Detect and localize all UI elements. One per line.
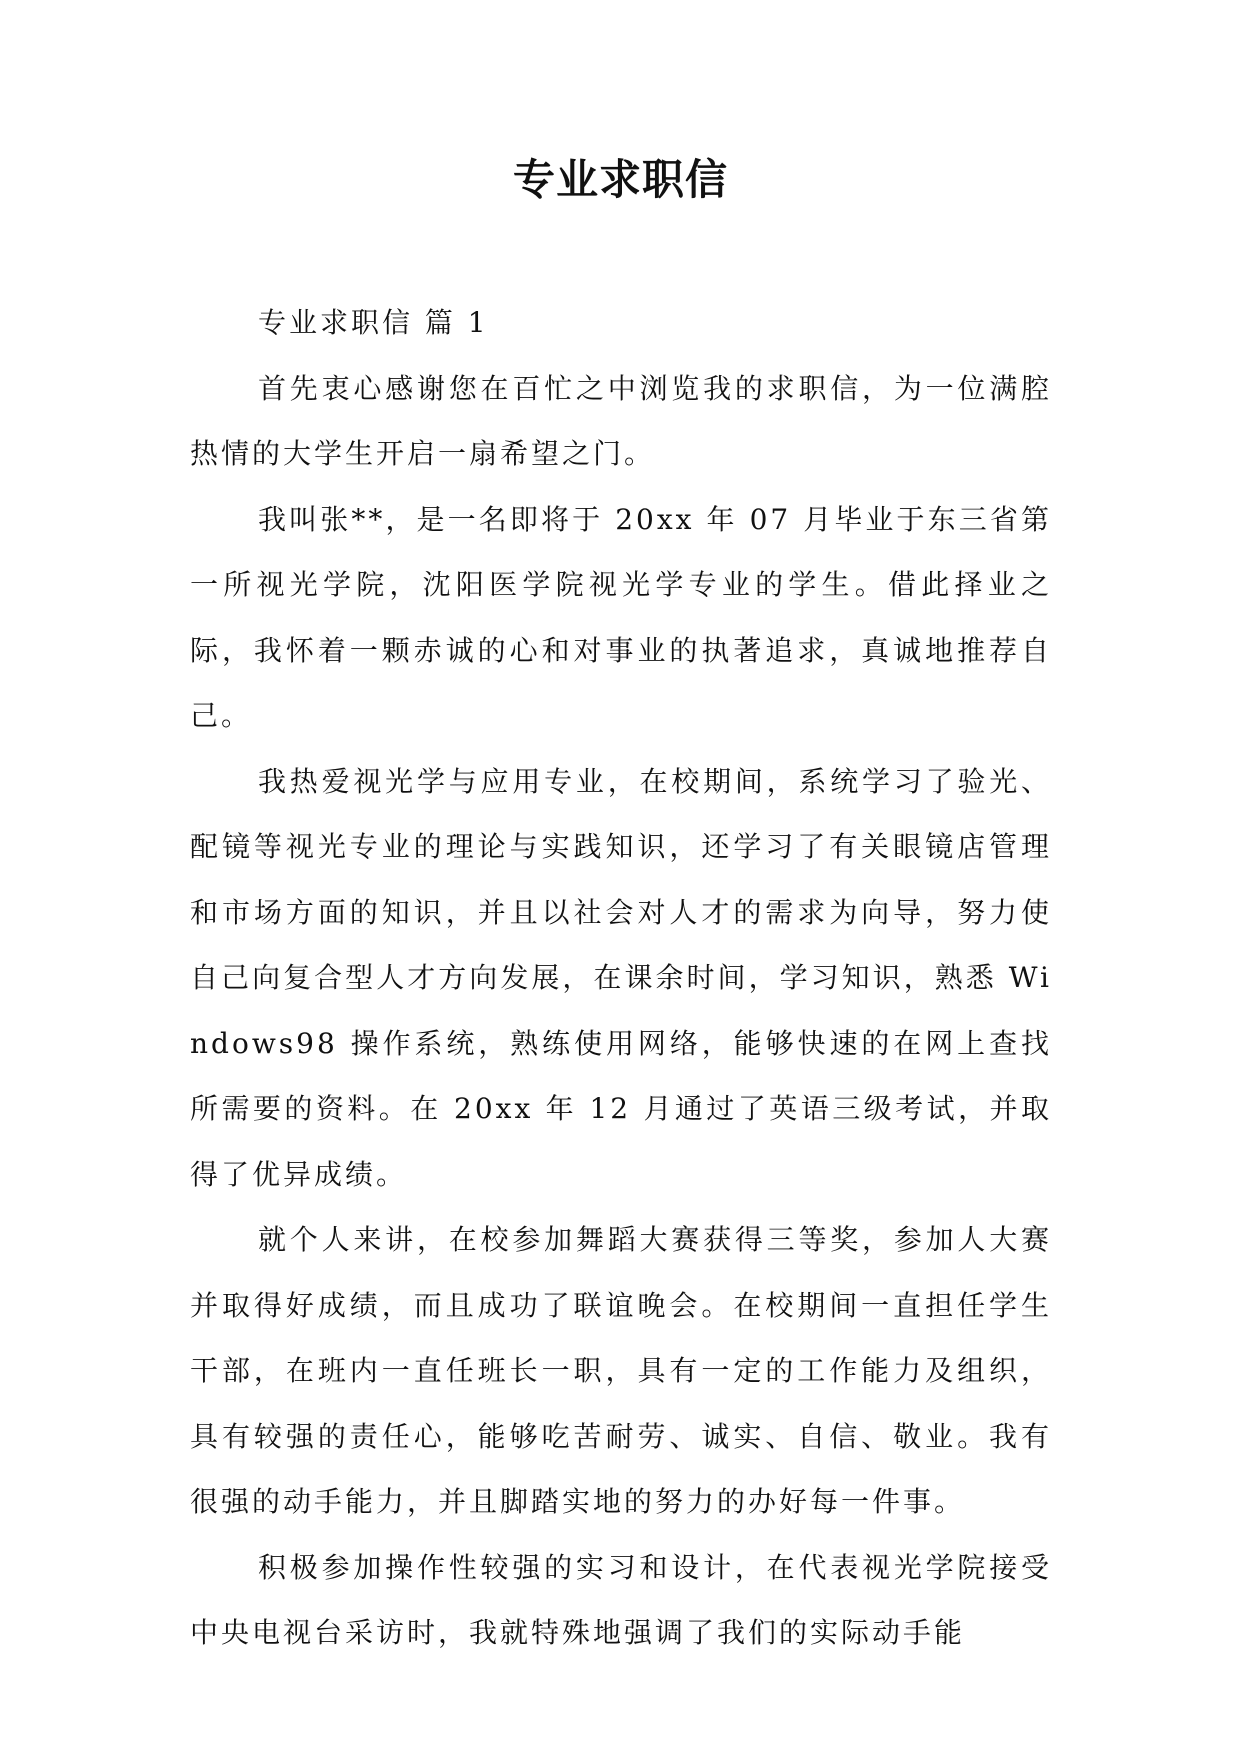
paragraph: 就个人来讲，在校参加舞蹈大赛获得三等奖，参加人大赛并取得好成绩，而且成功了联谊晚会。在校期间一直担任学生干部，在班内一直任班长一职，具有一定的工作能力及组织，具有较强的责任心，能够吃苦耐劳、诚实、自信、敬业。我有很强的动手能力，并且脚踏实地的努力的办好每一件事。: [190, 1223, 1052, 1518]
document-title: 专业求职信: [512, 155, 728, 204]
paragraph: 我热爱视光学与应用专业，在校期间，系统学习了验光、配镜等视光专业的理论与实践知识，还学习了有关眼镜店管理和市场方面的知识，并且以社会对人才的需求为向导，努力使自己向复合型人才方向发展，在课余时间，学习知识，熟悉 Windows98 操作系统，熟练使用网络，能够快速的在网上查找所需要的资料。在 20xx 年 12 月通过了英语三级考试，并取得了优异成绩。: [190, 764, 1052, 1191]
paragraph: 积极参加操作性较强的实习和设计，在代表视光学院接受中央电视台采访时，我就特殊地强调了我们的实际动手能: [190, 1550, 1052, 1649]
paragraph: 我叫张**，是一名即将于 20xx 年 07 月毕业于东三省第一所视光学院，沈阳医学院视光学专业的学生。借此择业之际，我怀着一颗赤诚的心和对事业的执著追求，真诚地推荐自己。: [190, 502, 1052, 732]
paragraph: 首先衷心感谢您在百忙之中浏览我的求职信，为一位满腔热情的大学生开启一扇希望之门。: [190, 371, 1052, 470]
section-heading: 专业求职信 篇 1: [258, 306, 489, 339]
document-body: [190, 290, 1052, 1666]
